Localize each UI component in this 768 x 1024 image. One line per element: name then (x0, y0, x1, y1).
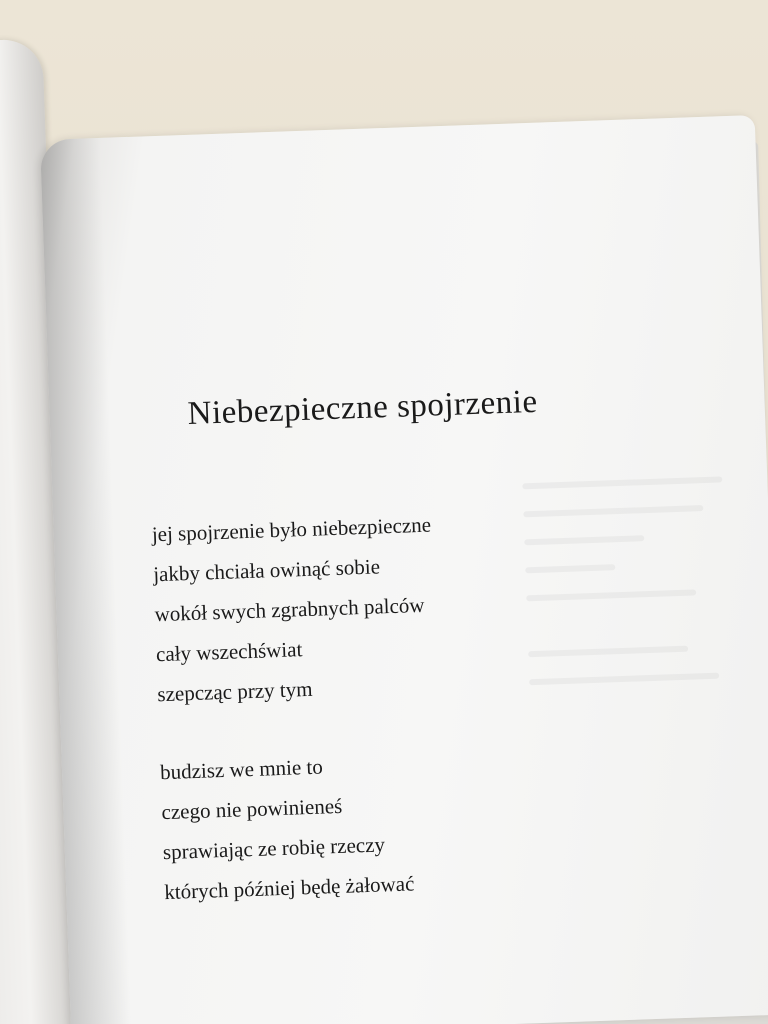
poem-line: jakby chciała owinąć sobie (152, 553, 381, 586)
poem-line: budzisz we mnie to (159, 754, 324, 784)
stanza-2 (159, 732, 724, 911)
poem-line: szepcząc przy tym (156, 676, 313, 706)
stanza-1 (151, 494, 718, 713)
book-page (40, 115, 768, 1024)
poem-line: których później będę żałować (163, 870, 415, 904)
poem-line: jej spojrzenie było niebezpieczne (151, 512, 432, 546)
poem-line: cały wszechświat (155, 636, 303, 666)
poem-line: czego nie powinieneś (161, 793, 343, 824)
poem (147, 377, 725, 912)
poem-line: sprawiając ze robię rzeczy (162, 831, 386, 864)
poem-title: Niebezpieczne spojrzenie (187, 383, 539, 433)
poem-line: wokół swych zgrabnych palców (154, 592, 425, 626)
